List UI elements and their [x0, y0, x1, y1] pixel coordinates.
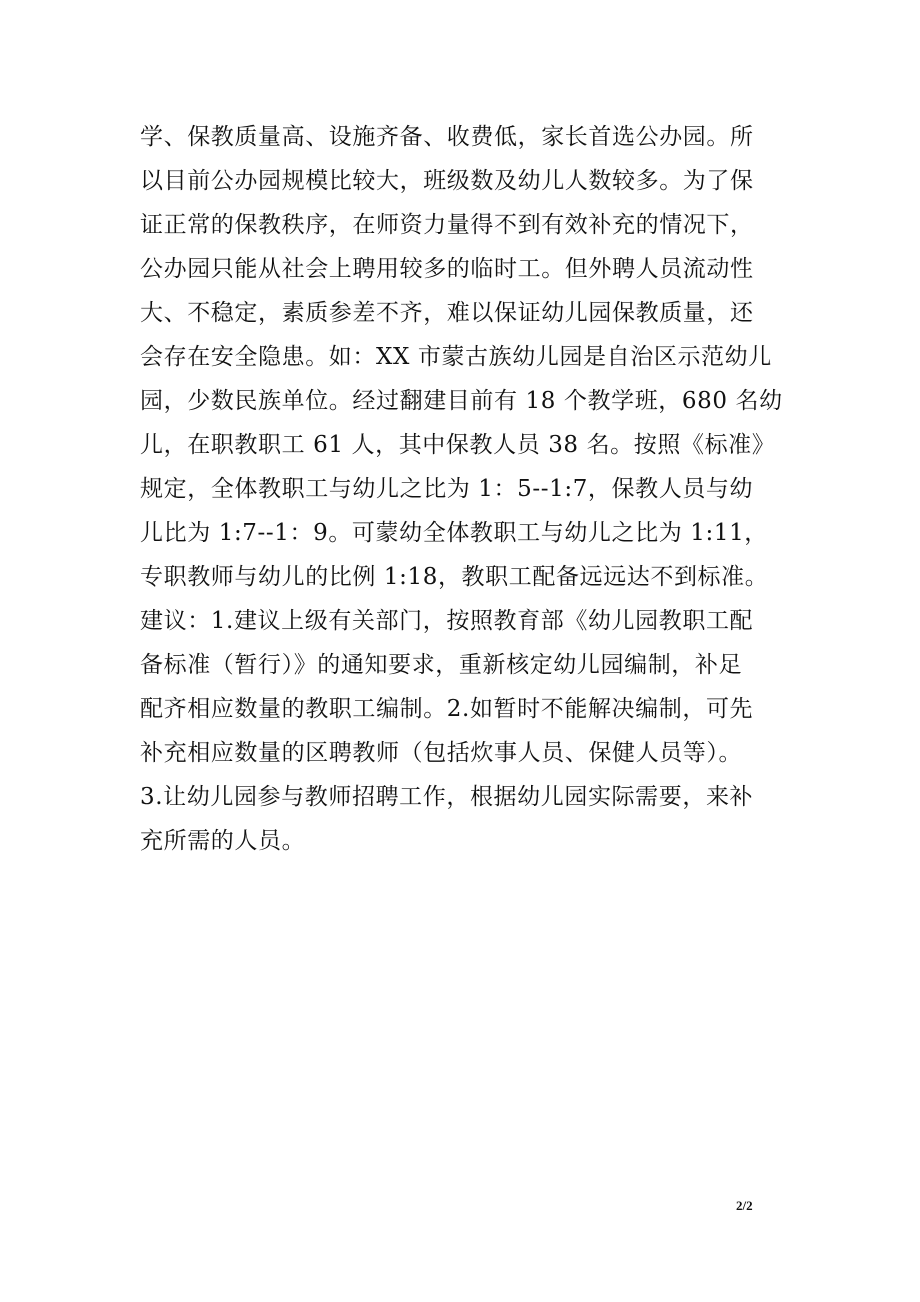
text-line: 儿比为 1:7--1：9。可蒙幼全体教职工与幼儿之比为 1:11， [140, 520, 768, 546]
text-line: 专职教师与幼儿的比例 1:18，教职工配备远远达不到标准。 [140, 564, 769, 590]
text-line: 配齐相应数量的教职工编制。2.如暂时不能解决编制，可先 [140, 696, 754, 722]
text-line: 规定，全体教职工与幼儿之比为 1：5--1:7，保教人员与幼 [140, 476, 754, 502]
text-line: 园，少数民族单位。经过翻建目前有 18 个教学班，680 名幼 [140, 388, 783, 414]
text-line: 以目前公办园规模比较大，班级数及幼儿人数较多。为了保 [140, 168, 754, 194]
text-line: 3.让幼儿园参与教师招聘工作，根据幼儿园实际需要，来补 [140, 784, 754, 810]
text-line: 证正常的保教秩序，在师资力量得不到有效补充的情况下， [140, 212, 754, 238]
text-line: 学、保教质量高、设施齐备、收费低，家长首选公办园。所 [140, 124, 754, 150]
text-line: 充所需的人员。 [140, 828, 306, 854]
text-line: 建议：1.建议上级有关部门，按照教育部《幼儿园教职工配 [140, 608, 754, 634]
text-line: 补充相应数量的区聘教师（包括炊事人员、保健人员等）。 [140, 740, 743, 766]
page-number: 2/2 [736, 1198, 753, 1213]
text-line: 大、不稳定，素质参差不齐，难以保证幼儿园保教质量，还 [140, 300, 754, 326]
text-line: 儿，在职教职工 61 人，其中保教人员 38 名。按照《标准》 [140, 432, 776, 458]
text-line: 备标准（暂行）》的通知要求，重新核定幼儿园编制，补足 [140, 652, 743, 678]
text-line: 公办园只能从社会上聘用较多的临时工。但外聘人员流动性 [140, 256, 754, 282]
text-line: 会存在安全隐患。如：XX 市蒙古族幼儿园是自治区示范幼儿 [140, 344, 772, 370]
